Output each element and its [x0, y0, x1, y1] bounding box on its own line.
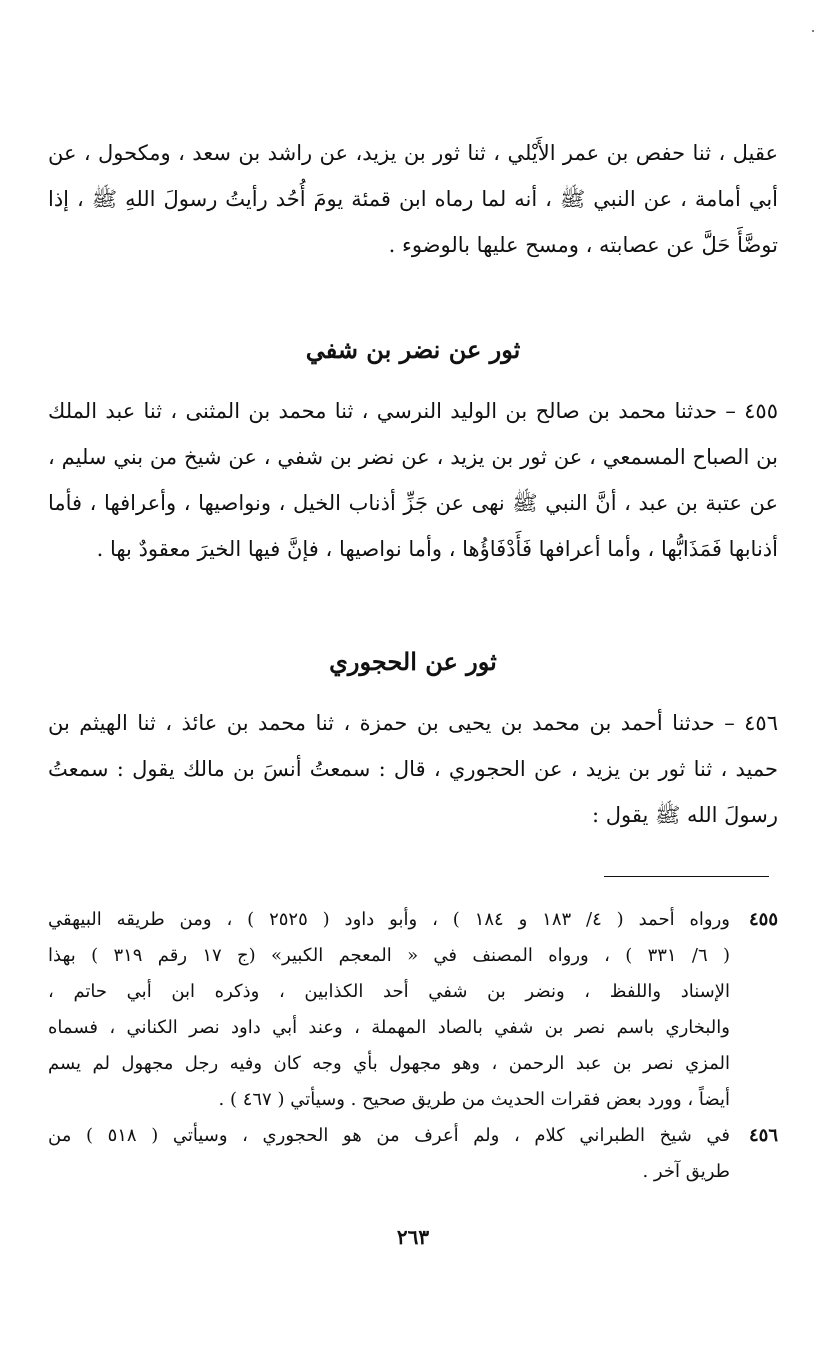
footnotes	[48, 902, 778, 1190]
footnote-line: ورواه أحمد ( ٤/ ١٨٣ و ١٨٤ ) ، وأبو داود ( ٢٥٢٥ ) ، ومن طريقه البيهقي	[48, 909, 730, 930]
text-line: توضَّأَ حَلَّ عن عصابته ، ومسح عليها بالوضوء .	[388, 233, 778, 257]
footnote-text	[48, 902, 730, 1118]
footnote-line: طريق آخر .	[642, 1161, 730, 1182]
scan-speck	[812, 30, 814, 32]
page-number: ٢٦٣	[396, 1225, 430, 1249]
hadith-456-paragraph	[48, 700, 778, 838]
footnote-line: أيضاً ، وورد بعض فقرات الحديث من طريق صحيح . وسيأتي ( ٤٦٧ ) .	[218, 1089, 730, 1110]
footnote-text	[48, 1118, 730, 1190]
footnote-line: المزي نصر بن عبد الرحمن ، وهو مجهول بأي وجه كان وفيه رجل مجهول لم يسم	[48, 1053, 730, 1074]
footnote-455	[48, 902, 778, 1118]
text-line: بن الصباح المسمعي ، عن ثور بن يزيد ، عن نضر بن شفي ، عن شيخ من بني سليم ،	[48, 445, 778, 469]
text-line: عن عتبة بن عبد ، أنَّ النبي ﷺ نهى عن جَزِّ أذناب الخيل ، ونواصيها ، وأعرافها ، فأما	[48, 491, 778, 515]
footnote-line: الإسناد واللفظ ، ونضر بن شفي أحد الكذابين ، وذكره ابن أبي حاتم ،	[48, 981, 730, 1002]
footnote-separator	[604, 876, 769, 877]
footnote-number: ٤٥٦	[748, 1125, 778, 1146]
footnote-456	[48, 1118, 778, 1190]
text-line: أبي أمامة ، عن النبي ﷺ ، أنه لما رماه ابن قمئة يومَ أُحُد رأيتُ رسولَ اللهِ ﷺ ، إذا	[48, 187, 778, 211]
section-heading: ثور عن نضر بن شفي	[305, 335, 521, 364]
footnote-number: ٤٥٥	[748, 909, 778, 930]
footnote-line: ( ٦/ ٣٣١ ) ، ورواه المصنف في « المعجم الكبير» (ج ١٧ رقم ٣١٩ ) بهذا	[48, 945, 730, 966]
hadith-455-paragraph	[48, 388, 778, 572]
footnote-line: والبخاري باسم نصر بن شفي بالصاد المهملة ، وعند أبي داود نصر الكناني ، فسماه	[48, 1017, 730, 1038]
text-line: رسولَ الله ﷺ يقول :	[591, 803, 778, 827]
footnote-line: في شيخ الطبراني كلام ، ولم أعرف من هو الحجوري ، وسيأتي ( ٥١٨ ) من	[48, 1125, 730, 1146]
text-line: حميد ، ثنا ثور بن يزيد ، عن الحجوري ، قال : سمعتُ أنسَ بن مالك يقول : سمعتُ	[48, 757, 778, 781]
section-heading: ثور عن الحجوري	[329, 647, 497, 676]
text-line: عقيل ، ثنا حفص بن عمر الأَيْلي ، ثنا ثور بن يزيد، عن راشد بن سعد ، ومكحول ، عن	[48, 141, 778, 165]
text-line: أذنابها فَمَذَابُّها ، وأما أعرافها فَأَدْفَاؤُها ، وأما نواصيها ، فإنَّ فيها الخيرَ معقودٌ بها .	[96, 537, 778, 561]
intro-paragraph	[48, 130, 778, 268]
text-line: ٤٥٥ – حدثنا محمد بن صالح بن الوليد النرسي ، ثنا محمد بن المثنى ، ثنا عبد الملك	[48, 399, 778, 423]
text-line: ٤٥٦ – حدثنا أحمد بن محمد بن يحيى بن حمزة ، ثنا محمد بن عائذ ، ثنا الهيثم بن	[48, 711, 778, 735]
